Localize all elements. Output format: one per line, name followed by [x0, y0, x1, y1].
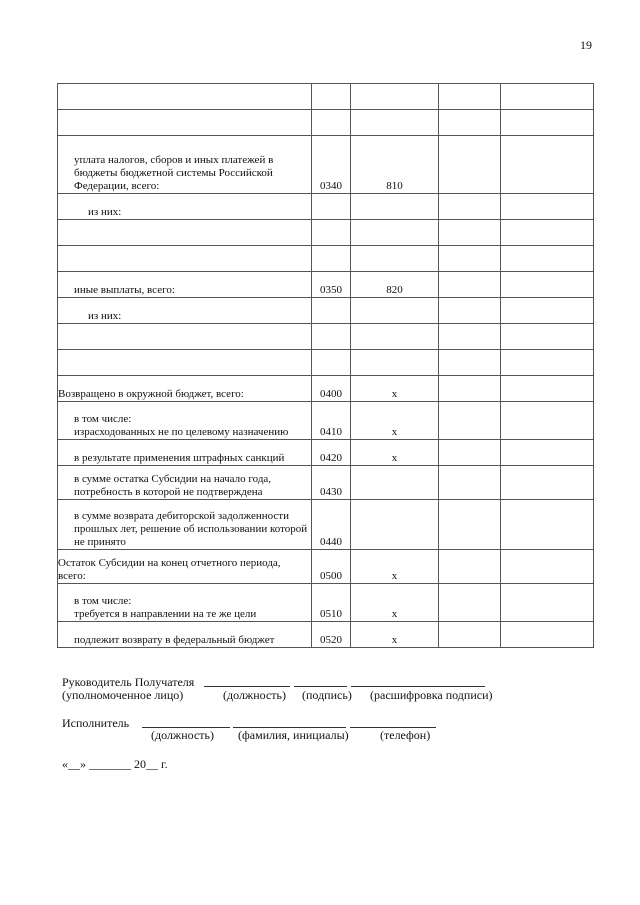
row-label: Возвращено в окружной бюджет, всего: — [58, 376, 312, 402]
row-label — [58, 84, 312, 110]
table-row — [58, 272, 594, 298]
row-value-cell[interactable] — [501, 136, 594, 194]
row-value-cell[interactable] — [501, 84, 594, 110]
table-row — [58, 350, 594, 376]
date-line: «__» _______ 20__ г. — [62, 757, 168, 771]
row-value-cell[interactable] — [501, 584, 594, 622]
table-row — [58, 376, 594, 402]
row-value-cell[interactable] — [439, 376, 501, 402]
row-kbk: x — [351, 402, 439, 440]
row-code: 0420 — [312, 440, 351, 466]
row-kbk — [351, 298, 439, 324]
row-value-cell[interactable] — [439, 350, 501, 376]
row-label: иные выплаты, всего: — [58, 272, 312, 298]
row-kbk: 810 — [351, 136, 439, 194]
position-caption: (должность) — [223, 688, 286, 702]
executor-position-caption: (должность) — [151, 728, 214, 742]
row-code: 0430 — [312, 466, 351, 500]
row-label: в том числе: израсходованных не по целевому назначению — [58, 402, 312, 440]
row-code — [312, 324, 351, 350]
table-row — [58, 220, 594, 246]
row-kbk: x — [351, 376, 439, 402]
row-value-cell[interactable] — [501, 402, 594, 440]
row-value-cell[interactable] — [501, 246, 594, 272]
row-value-cell[interactable] — [439, 324, 501, 350]
row-value-cell[interactable] — [439, 246, 501, 272]
row-value-cell[interactable] — [439, 110, 501, 136]
row-kbk: x — [351, 550, 439, 584]
row-label — [58, 324, 312, 350]
table-row — [58, 110, 594, 136]
row-code: 0440 — [312, 500, 351, 550]
row-value-cell[interactable] — [439, 550, 501, 584]
signature-caption: (подпись) — [302, 688, 352, 702]
row-value-cell[interactable] — [501, 350, 594, 376]
row-value-cell[interactable] — [439, 298, 501, 324]
row-kbk — [351, 110, 439, 136]
report-table — [57, 83, 594, 648]
row-code: 0510 — [312, 584, 351, 622]
table-row — [58, 84, 594, 110]
head-sub-label: (уполномоченное лицо) — [62, 688, 184, 702]
table-row — [58, 194, 594, 220]
decoding-caption: (расшифровка подписи) — [370, 688, 493, 702]
row-value-cell[interactable] — [439, 220, 501, 246]
row-code: 0500 — [312, 550, 351, 584]
head-label: Руководитель Получателя — [62, 675, 195, 689]
row-code — [312, 194, 351, 220]
row-label: в том числе: требуется в направлении на те же цели — [58, 584, 312, 622]
table-row — [58, 622, 594, 648]
row-label — [58, 246, 312, 272]
executor-label: Исполнитель — [62, 716, 130, 730]
row-kbk — [351, 324, 439, 350]
row-value-cell[interactable] — [439, 194, 501, 220]
row-code: 0520 — [312, 622, 351, 648]
row-value-cell[interactable] — [501, 376, 594, 402]
row-value-cell[interactable] — [439, 402, 501, 440]
row-code — [312, 298, 351, 324]
executor-phone-caption: (телефон) — [380, 728, 431, 742]
row-code: 0350 — [312, 272, 351, 298]
row-value-cell[interactable] — [439, 136, 501, 194]
row-code: 0340 — [312, 136, 351, 194]
row-label: Остаток Субсидии на конец отчетного периода, всего: — [58, 550, 312, 584]
row-kbk: x — [351, 584, 439, 622]
row-label: из них: — [58, 298, 312, 324]
row-kbk: 820 — [351, 272, 439, 298]
row-kbk — [351, 194, 439, 220]
row-kbk — [351, 350, 439, 376]
row-value-cell[interactable] — [501, 622, 594, 648]
row-label: в сумме остатка Субсидии на начало года, потребность в которой не подтверждена — [58, 466, 312, 500]
row-value-cell[interactable] — [501, 500, 594, 550]
row-value-cell[interactable] — [439, 500, 501, 550]
row-value-cell[interactable] — [501, 440, 594, 466]
row-label: в сумме возврата дебиторской задолженности прошлых лет, решение об использовании которой не принято — [58, 500, 312, 550]
row-kbk — [351, 246, 439, 272]
table-row — [58, 584, 594, 622]
row-kbk — [351, 500, 439, 550]
table-row — [58, 136, 594, 194]
row-label: в результате применения штрафных санкций — [58, 440, 312, 466]
row-code — [312, 246, 351, 272]
row-value-cell[interactable] — [501, 466, 594, 500]
row-code — [312, 110, 351, 136]
row-value-cell[interactable] — [439, 272, 501, 298]
row-value-cell[interactable] — [439, 622, 501, 648]
table-row — [58, 440, 594, 466]
table-row — [58, 246, 594, 272]
table-row — [58, 466, 594, 500]
row-value-cell[interactable] — [501, 110, 594, 136]
row-label: из них: — [58, 194, 312, 220]
row-value-cell[interactable] — [501, 272, 594, 298]
row-value-cell[interactable] — [501, 194, 594, 220]
table-row — [58, 550, 594, 584]
row-kbk: x — [351, 440, 439, 466]
row-label: уплата налогов, сборов и иных платежей в бюджеты бюджетной системы Российской Федерации, всего: — [58, 136, 312, 194]
table-row — [58, 402, 594, 440]
row-value-cell[interactable] — [501, 298, 594, 324]
row-label — [58, 350, 312, 376]
row-label: подлежит возврату в федеральный бюджет — [58, 622, 312, 648]
table-row — [58, 298, 594, 324]
row-kbk — [351, 466, 439, 500]
row-code: 0410 — [312, 402, 351, 440]
row-value-cell[interactable] — [439, 440, 501, 466]
row-code — [312, 84, 351, 110]
executor-name-caption: (фамилия, инициалы) — [238, 728, 349, 742]
table-row — [58, 324, 594, 350]
row-value-cell[interactable] — [439, 466, 501, 500]
row-kbk: x — [351, 622, 439, 648]
row-value-cell[interactable] — [501, 324, 594, 350]
table-row — [58, 500, 594, 550]
row-code — [312, 350, 351, 376]
row-value-cell[interactable] — [439, 84, 501, 110]
row-label — [58, 220, 312, 246]
row-kbk — [351, 220, 439, 246]
row-value-cell[interactable] — [501, 550, 594, 584]
row-value-cell[interactable] — [501, 220, 594, 246]
row-code: 0400 — [312, 376, 351, 402]
row-value-cell[interactable] — [439, 584, 501, 622]
row-kbk — [351, 84, 439, 110]
page-number: 19 — [580, 38, 592, 52]
row-label — [58, 110, 312, 136]
row-code — [312, 220, 351, 246]
